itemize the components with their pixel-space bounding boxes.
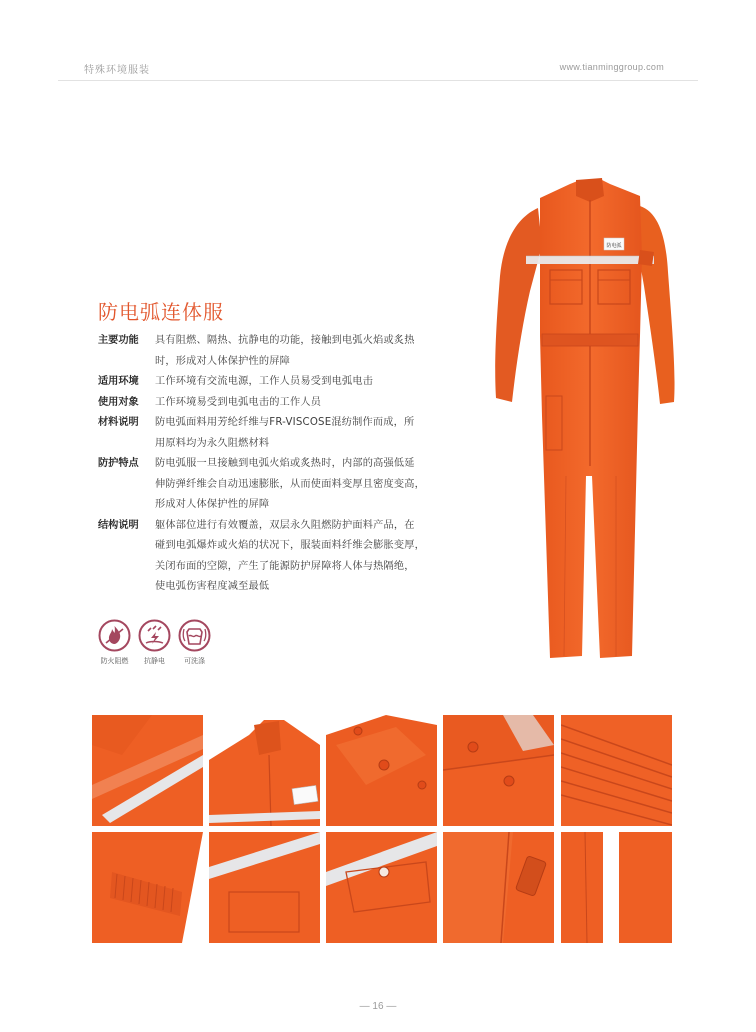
spec-line: 使电弧伤害程度减至最低 bbox=[155, 581, 270, 592]
header-divider bbox=[58, 80, 698, 81]
spec-row-protection bbox=[98, 454, 448, 516]
feature-washable bbox=[178, 619, 211, 666]
spec-text bbox=[155, 393, 448, 414]
spec-line: 工作环境易受到电弧电击的工作人员 bbox=[155, 396, 322, 408]
spec-line: 工作环境有交流电源，工作人员易受到电弧电击 bbox=[155, 376, 374, 387]
feature-label: 抗静电 bbox=[144, 657, 165, 665]
spec-row-environment bbox=[98, 372, 448, 393]
feature-label: 防火阻燃 bbox=[100, 657, 129, 665]
washable-icon bbox=[178, 619, 211, 652]
detail-photo-leg-seam bbox=[561, 832, 672, 943]
feature-flame-retardant bbox=[98, 619, 131, 666]
detail-photo-pocket-flap-snap bbox=[326, 832, 437, 943]
spec-line: 碰到电弧爆炸或火焰的状况下，服装面料纤维会膨胀变厚， bbox=[155, 540, 426, 551]
spec-line: 躯体部位进行有效覆盖，双层永久阻燃防护面料产品，在 bbox=[155, 519, 415, 531]
spec-text bbox=[155, 331, 448, 372]
spec-line: 伸防弹纤维会自动迅速膨胀，从而使面料变厚且密度变高， bbox=[155, 478, 426, 490]
chest-badge-label: 防电弧 bbox=[606, 243, 622, 249]
spec-label: 结构说明 bbox=[98, 519, 139, 531]
spec-line: 用原料均为永久阻燃材料 bbox=[155, 437, 270, 449]
spec-line: 形成对人体保护性的屏障 bbox=[155, 499, 270, 510]
spec-row-users bbox=[98, 393, 448, 414]
spec-line: 具有阻燃、隔热、抗静电的功能，接触到电弧火焰或炙热 bbox=[155, 335, 415, 346]
spec-label: 主要功能 bbox=[98, 335, 139, 346]
product-title: 防电弧连体服 bbox=[98, 300, 224, 324]
detail-photo-chest-stripe bbox=[209, 832, 320, 943]
feature-label: 可洗涤 bbox=[184, 657, 205, 665]
spec-label: 使用对象 bbox=[98, 396, 139, 408]
spec-label: 材料说明 bbox=[98, 417, 139, 428]
detail-photo-collar-badge bbox=[209, 715, 320, 826]
detail-photo-reflective-stripe bbox=[92, 715, 203, 826]
coverall-photo bbox=[490, 176, 690, 662]
spec-line: 防电弧面料用芳纶纤维与FR-VISCOSE混纺制作而成，所 bbox=[155, 417, 415, 428]
header-category: 特殊环境服装 bbox=[84, 65, 150, 76]
feature-anti-static bbox=[138, 619, 171, 666]
spec-row-material bbox=[98, 413, 448, 454]
spec-row-structure bbox=[98, 516, 448, 598]
spec-line: 防电弧服一旦接触到电弧火焰或炙热时，内部的高强低延 bbox=[155, 458, 415, 469]
detail-photo-pleats bbox=[561, 715, 672, 826]
spec-label: 防护特点 bbox=[98, 458, 139, 469]
spec-list bbox=[98, 331, 448, 598]
anti-static-icon bbox=[138, 619, 171, 652]
detail-photo-elastic-waist bbox=[92, 832, 203, 943]
detail-photo-velcro-tab bbox=[443, 832, 554, 943]
spec-row-function bbox=[98, 331, 448, 372]
spec-text bbox=[155, 516, 448, 598]
spec-text bbox=[155, 372, 448, 393]
detail-photo-pocket-button bbox=[443, 715, 554, 826]
spec-line: 关闭布面的空隙，产生了能源防护屏障将人体与热隔绝， bbox=[155, 560, 415, 572]
flame-retardant-icon bbox=[98, 619, 131, 652]
header-website[interactable]: www.tianminggroup.com bbox=[559, 62, 664, 72]
spec-text bbox=[155, 454, 448, 516]
detail-photo-sleeve-snap bbox=[326, 715, 437, 826]
page-number: — 16 — bbox=[359, 1001, 397, 1012]
feature-icons bbox=[98, 619, 211, 666]
spec-text bbox=[155, 413, 448, 454]
spec-line: 时，形成对人体保护性的屏障 bbox=[155, 355, 291, 367]
spec-label: 适用环境 bbox=[98, 376, 139, 387]
